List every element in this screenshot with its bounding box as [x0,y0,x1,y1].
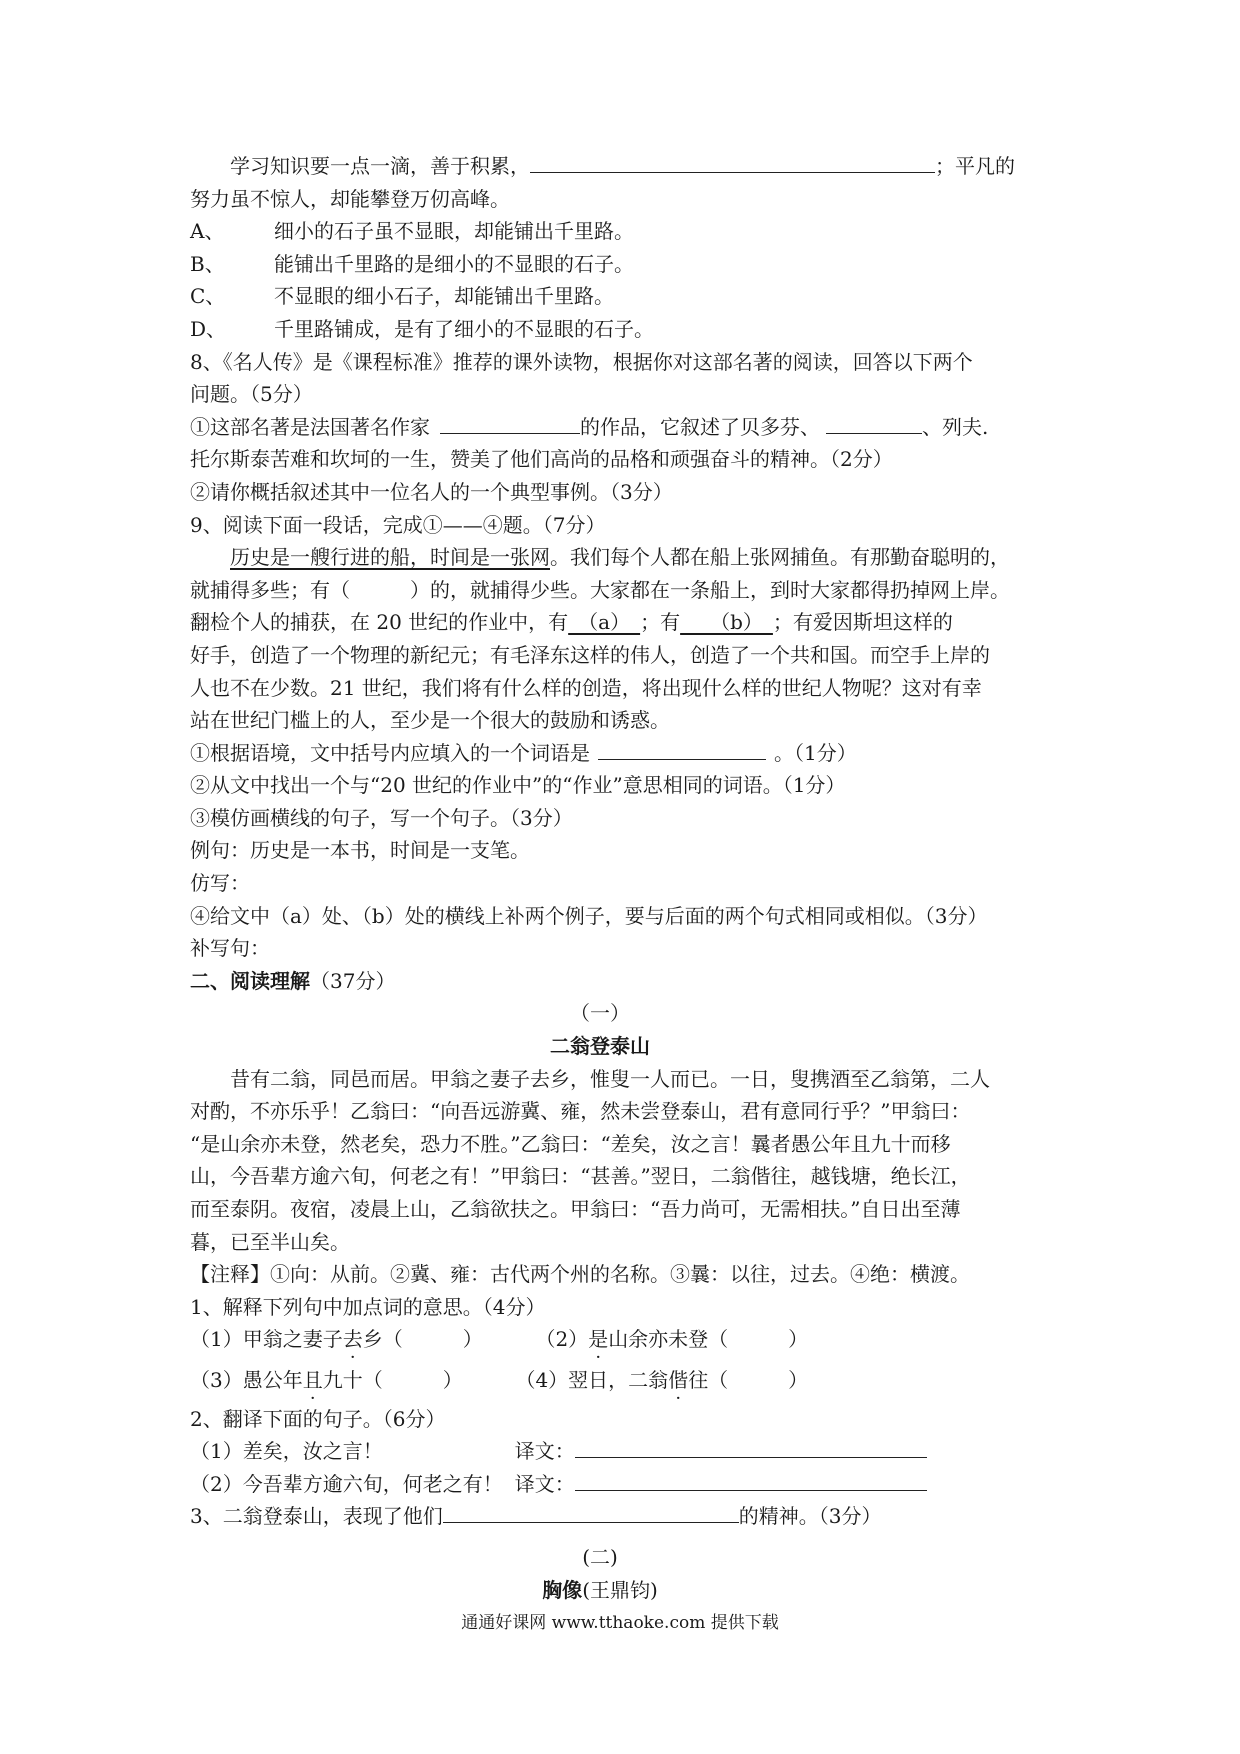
author-blank[interactable] [440,413,580,434]
article-line-4: 山，今吾辈方逾六旬，何老之有！”甲翁曰：“甚善。”翌日，二翁偕往，越钱塘，绝长江， [190,1164,971,1189]
sq1-row-2: （3）愚公年且九十（ ） （4）翌日，二翁偕往（ ） [190,1367,809,1392]
person-blank[interactable] [826,413,922,434]
sq1-stem: 1、解释下列句中加点词的意思。（4分） [190,1294,546,1319]
sq3: 3、二翁登泰山，表现了他们 的精神。（3分） [190,1504,882,1529]
q9-passage-line-2: 就捕得多些；有（ ）的，就捕得少些。大家都在一条船上，到时大家都得扔掉网上岸。 [190,577,1010,602]
option-a: A、 细小的石子虽不显眼，却能铺出千里路。 [190,219,634,244]
sq2-stem: 2、翻译下面的句子。（6分） [190,1406,446,1431]
q9-stem: 9、阅读下面一段话，完成①——④题。（7分） [190,512,606,537]
article-line-6: 暮，已至半山矣。 [190,1229,350,1254]
article-line-3: “是山余亦未登，然老矣，恐力不胜。”乙翁曰：“差矣，汝之言！曩者愚公年且九十而移 [190,1131,951,1156]
q9-passage-line-1: 历史是一艘行进的船，时间是一张网。我们每个人都在船上张网捕鱼。有那勤奋聪明的， [230,545,1010,570]
dotted-char: 偕 [668,1367,689,1392]
article-line-1: 昔有二翁，同邑而居。甲翁之妻子去乡，惟叟一人而已。一日，叟携酒至乙翁第，二人 [230,1066,990,1091]
article2-title: 胸像(王鼎钧) [542,1577,658,1602]
sentence-completion-line-2: 努力虽不惊人，却能攀登万仞高峰。 [190,186,510,211]
q9-passage-line-5: 人也不在少数。21 世纪，我们将有什么样的创造，将出现什么样的世纪人物呢？这对有幸 [190,675,982,700]
article-title: 二翁登泰山 [550,1034,650,1059]
article-line-5: 而至泰阴。夜宿，凌晨上山，乙翁欲扶之。甲翁曰：“吾力尚可，无需相扶。”自日出至薄 [190,1197,961,1221]
option-c: C、 不显眼的细小石子，却能铺出千里路。 [190,284,614,309]
translation-blank[interactable] [575,1437,927,1458]
dotted-char: 是 [588,1327,609,1352]
word-blank[interactable] [598,739,766,760]
q8-part1-cont: 托尔斯泰苦难和坎坷的一生，赞美了他们高尚的品格和顽强奋斗的精神。（2分） [190,447,893,472]
dotted-char: 去 [342,1327,363,1352]
section-title: 二、阅读理解（37分） [190,968,396,993]
spirit-blank[interactable] [443,1502,739,1523]
option-d: D、 千里路铺成，是有了细小的不显眼的石子。 [190,316,654,341]
q9-example: 例句：历史是一本书，时间是一支笔。 [190,838,530,863]
dotted-char: 且 [302,1367,323,1392]
q9-sub2: ②从文中找出一个与“20 世纪的作业中”的“作业”意思相同的词语。（1分） [190,773,846,798]
q9-passage-line-3: 翻检个人的捕获，在 20 世纪的作业中，有 （a） ；有 （b） ；有爱因斯坦这样的 [190,610,953,635]
q9-passage-line-4: 好手，创造了一个物理的新纪元；有毛泽东这样的伟人，创造了一个共和国。而空手上岸的 [190,642,990,667]
q9-passage-line-6: 站在世纪门槛上的人，至少是一个很大的鼓励和诱惑。 [190,708,670,733]
article-line-2: 对酌，不亦乐乎！乙翁曰：“向吾远游冀、雍，然未尝登泰山，君有意同行乎？”甲翁曰： [190,1099,971,1124]
q8-stem-cont: 问题。（5分） [190,382,313,407]
q8-part1: ①这部名著是法国著名作家 的作品，它叙述了贝多芬、 、列夫. [190,414,989,439]
part2-label: (二) [582,1544,618,1569]
sq2-item-2: （2）今吾辈方逾六旬，何老之有！ 译文： [190,1468,1050,1501]
sq1-row-1: （1）甲翁之妻子去乡（ ） （2）是山余亦未登（ ） [190,1327,809,1352]
exam-content [190,150,1050,1606]
q9-sub1: ①根据语境，文中括号内应填入的一个词语是 。（1分） [190,740,857,765]
translation-blank[interactable] [575,1470,927,1491]
annotation: 【注释】①向：从前。②冀、雍：古代两个州的名称。③曩：以往，过去。④绝：横渡。 [190,1262,970,1287]
q8-stem: 8、《名人传》是《课程标准》推荐的课外读物，根据你对这部名著的阅读，回答以下两个 [190,349,973,374]
sentence-completion-line: 学习知识要一点一滴，善于积累， ；平凡的 [230,154,1015,178]
q9-imitate: 仿写： [190,871,250,896]
q9-sub3: ③模仿画横线的句子，写一个句子。（3分） [190,805,573,830]
part1-label: （一） [570,1001,630,1026]
answer-blank[interactable] [530,152,935,173]
q9-supplement: 补写句： [190,936,270,961]
sq2-item-1: （1）差矣，汝之言！ 译文： [190,1435,1050,1468]
q8-part2: ②请你概括叙述其中一位名人的一个典型事例。（3分） [190,479,673,504]
q9-sub4: ④给文中（a）处、（b）处的横线上补两个例子，要与后面的两个句式相同或相似。（3分） [190,903,988,928]
option-b: B、 能铺出千里路的是细小的不显眼的石子。 [190,251,634,276]
footer-credit: 通通好课网 www.tthaoke.com 提供下载 [461,1613,779,1633]
